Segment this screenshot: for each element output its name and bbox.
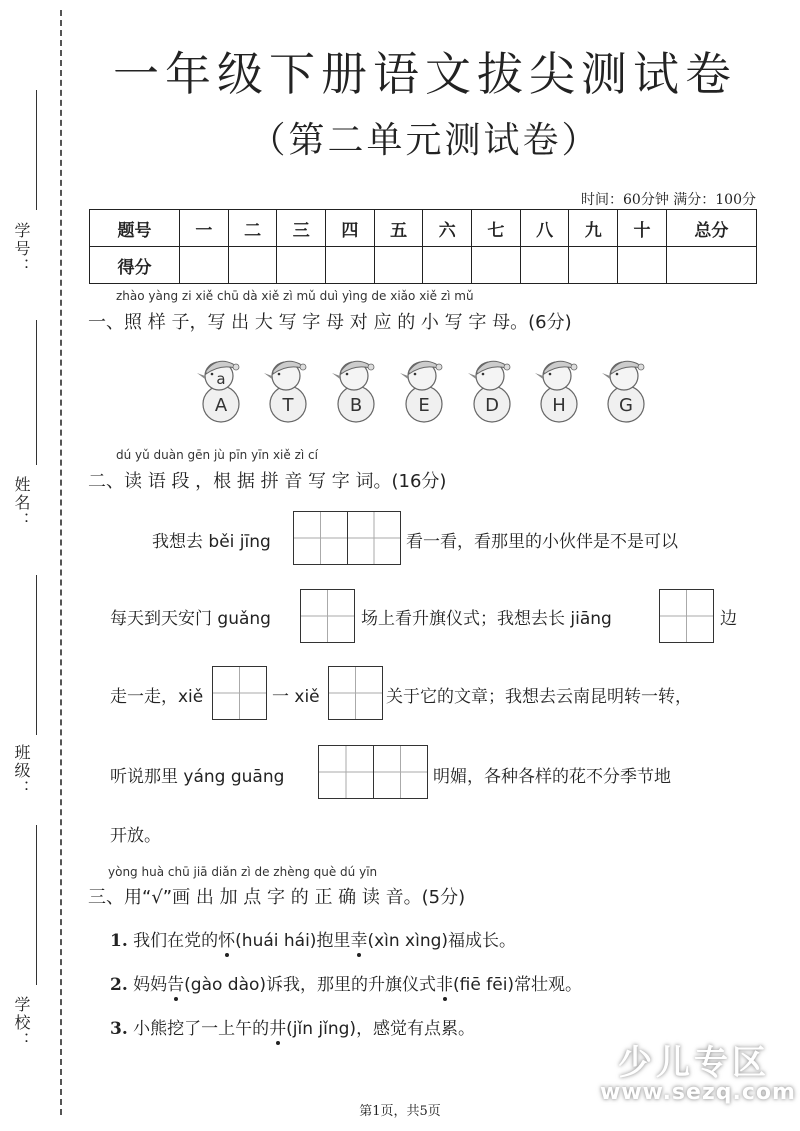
item-text: 妈妈 — [133, 975, 168, 995]
score-cell[interactable] — [326, 247, 375, 284]
item-text: 常壮观。 — [514, 975, 583, 995]
q3-item-2 — [110, 970, 582, 995]
score-cell[interactable] — [277, 247, 326, 284]
q2-line3-mid: 一 xiě — [272, 687, 320, 707]
dotted-char: 怀 — [218, 926, 235, 951]
score-header-cell: 六 — [423, 210, 472, 247]
item-text: ，感觉有点累。 — [356, 1019, 476, 1039]
pinyin-options[interactable]: (xìn xìng) — [367, 931, 449, 951]
q1-pinyin: zhào yàng zi xiě chū dà xiě zì mǔ duì yìng de xiǎo xiě zì mǔ — [116, 289, 474, 303]
score-header-cell: 题号 — [90, 210, 180, 247]
watermark-url: www.sezq.com — [600, 1080, 796, 1105]
score-header-cell: 一 — [180, 210, 229, 247]
pinyin-options[interactable]: (fiē fēi) — [453, 975, 515, 995]
snowman-icon — [600, 354, 652, 424]
binding-line — [60, 10, 62, 1115]
pinyin-options[interactable]: (jǐn jǐng) — [286, 1019, 357, 1039]
score-header-cell: 二 — [228, 210, 277, 247]
uppercase-letter: A — [214, 395, 228, 416]
school-line — [36, 825, 37, 985]
school-label: 学校： — [12, 996, 31, 1050]
score-cell[interactable] — [423, 247, 472, 284]
score-header-cell: 十 — [618, 210, 667, 247]
dotted-char: 井 — [269, 1014, 286, 1039]
uppercase-letter: H — [552, 395, 566, 416]
score-cell[interactable] — [618, 247, 667, 284]
item-text: 我们在党的 — [133, 931, 219, 951]
score-header-cell: 三 — [277, 210, 326, 247]
time-info: 时间：60分钟 满分：100分 — [581, 192, 756, 208]
q2-line2-start: 每天到天安门 guǎng — [110, 609, 271, 629]
snowman-icon — [262, 354, 314, 424]
answer-box-guang[interactable] — [300, 589, 355, 643]
dotted-char: 非 — [436, 970, 453, 995]
q2-pinyin: dú yǔ duàn gēn jù pīn yīn xiě zì cí — [116, 448, 318, 462]
uppercase-letter: D — [485, 395, 499, 416]
score-cell[interactable] — [374, 247, 423, 284]
score-cell[interactable] — [569, 247, 618, 284]
page-title: 一年级下册语文拔尖测试卷 — [113, 47, 737, 101]
q2-line4-end: 明媚，各种各样的花不分季节地 — [433, 767, 671, 787]
score-header-cell: 总分 — [666, 210, 756, 247]
score-header-cell: 五 — [374, 210, 423, 247]
snowman-icon — [330, 354, 382, 424]
score-cell[interactable] — [666, 247, 756, 284]
q2-line1-end: 看一看，看那里的小伙伴是不是可以 — [406, 532, 678, 552]
score-header-cell: 七 — [472, 210, 521, 247]
q2-line2-end: 边 — [720, 609, 737, 629]
score-cell[interactable] — [520, 247, 569, 284]
uppercase-letter: E — [418, 395, 430, 416]
name-label: 姓名： — [12, 476, 31, 530]
name-line — [36, 320, 37, 465]
score-cell[interactable] — [228, 247, 277, 284]
item-number: 3. — [110, 1019, 128, 1039]
uppercase-letter: G — [619, 395, 633, 416]
answer-box-jiang[interactable] — [659, 589, 714, 643]
uppercase-letter: T — [282, 395, 294, 416]
snowman-icon — [533, 354, 585, 424]
item-text: 诉我，那里的升旗仪式 — [266, 975, 437, 995]
score-cell[interactable] — [472, 247, 521, 284]
dotted-char: 告 — [167, 970, 184, 995]
q1-heading: 一、照 样 子，写 出 大 写 字 母 对 应 的 小 写 字 母。(6分) — [88, 312, 572, 333]
watermark-brand: 少儿专区 — [618, 1043, 770, 1083]
item-number: 2. — [110, 975, 128, 995]
uppercase-letter: B — [349, 395, 363, 416]
item-text: 福成长。 — [448, 931, 517, 951]
pinyin-options[interactable]: (gào dào) — [184, 975, 267, 995]
item-number: 1. — [110, 931, 128, 951]
student-id-label: 学号： — [12, 222, 31, 276]
q2-line5: 开放。 — [110, 826, 161, 846]
score-header-cell: 八 — [520, 210, 569, 247]
score-header-cell: 九 — [569, 210, 618, 247]
q2-line4-start: 听说那里 yáng guāng — [110, 767, 285, 787]
class-label: 班级： — [12, 744, 31, 798]
score-header-row — [90, 210, 757, 247]
example-lowercase-letter: a — [216, 370, 226, 388]
q3-item-1 — [110, 926, 516, 951]
q2-line3-end: 关于它的文章；我想去云南昆明转一转， — [386, 687, 692, 707]
item-text: 抱里 — [316, 931, 351, 951]
q3-pinyin: yòng huà chū jiā diǎn zì de zhèng què dú yīn — [108, 865, 378, 879]
page-subtitle: （第二单元测试卷） — [249, 120, 601, 161]
dotted-char: 幸 — [350, 926, 367, 951]
answer-box-xie1[interactable] — [212, 666, 267, 720]
score-table — [89, 209, 757, 284]
pinyin-options[interactable]: (huái hái) — [235, 931, 317, 951]
q2-line2-mid: 场上看升旗仪式；我想去长 jiāng — [361, 609, 612, 629]
answer-box-yangguang[interactable] — [318, 745, 428, 799]
q2-heading: 二、读 语 段 ，根 据 拼 音 写 字 词。(16分) — [88, 471, 447, 492]
snowman-icon — [195, 354, 247, 424]
answer-box-xie2[interactable] — [328, 666, 383, 720]
snowman-icon — [398, 354, 450, 424]
score-cell[interactable] — [180, 247, 229, 284]
score-header-cell: 四 — [326, 210, 375, 247]
page-number: 第1页，共5页 — [359, 1104, 441, 1119]
q2-line3-start: 走一走，xiě — [110, 687, 204, 707]
class-line — [36, 575, 37, 735]
q3-item-3 — [110, 1014, 475, 1039]
score-value-row — [90, 247, 757, 284]
answer-box-beijing[interactable] — [293, 511, 401, 565]
q3-heading: 三、用“√”画 出 加 点 字 的 正 确 读 音。(5分) — [88, 887, 466, 908]
q2-line1-start: 我想去 běi jīng — [152, 532, 271, 552]
score-row-label: 得分 — [90, 247, 180, 284]
item-text: 小熊挖了一上午的 — [133, 1019, 270, 1039]
snowman-icon — [466, 354, 518, 424]
